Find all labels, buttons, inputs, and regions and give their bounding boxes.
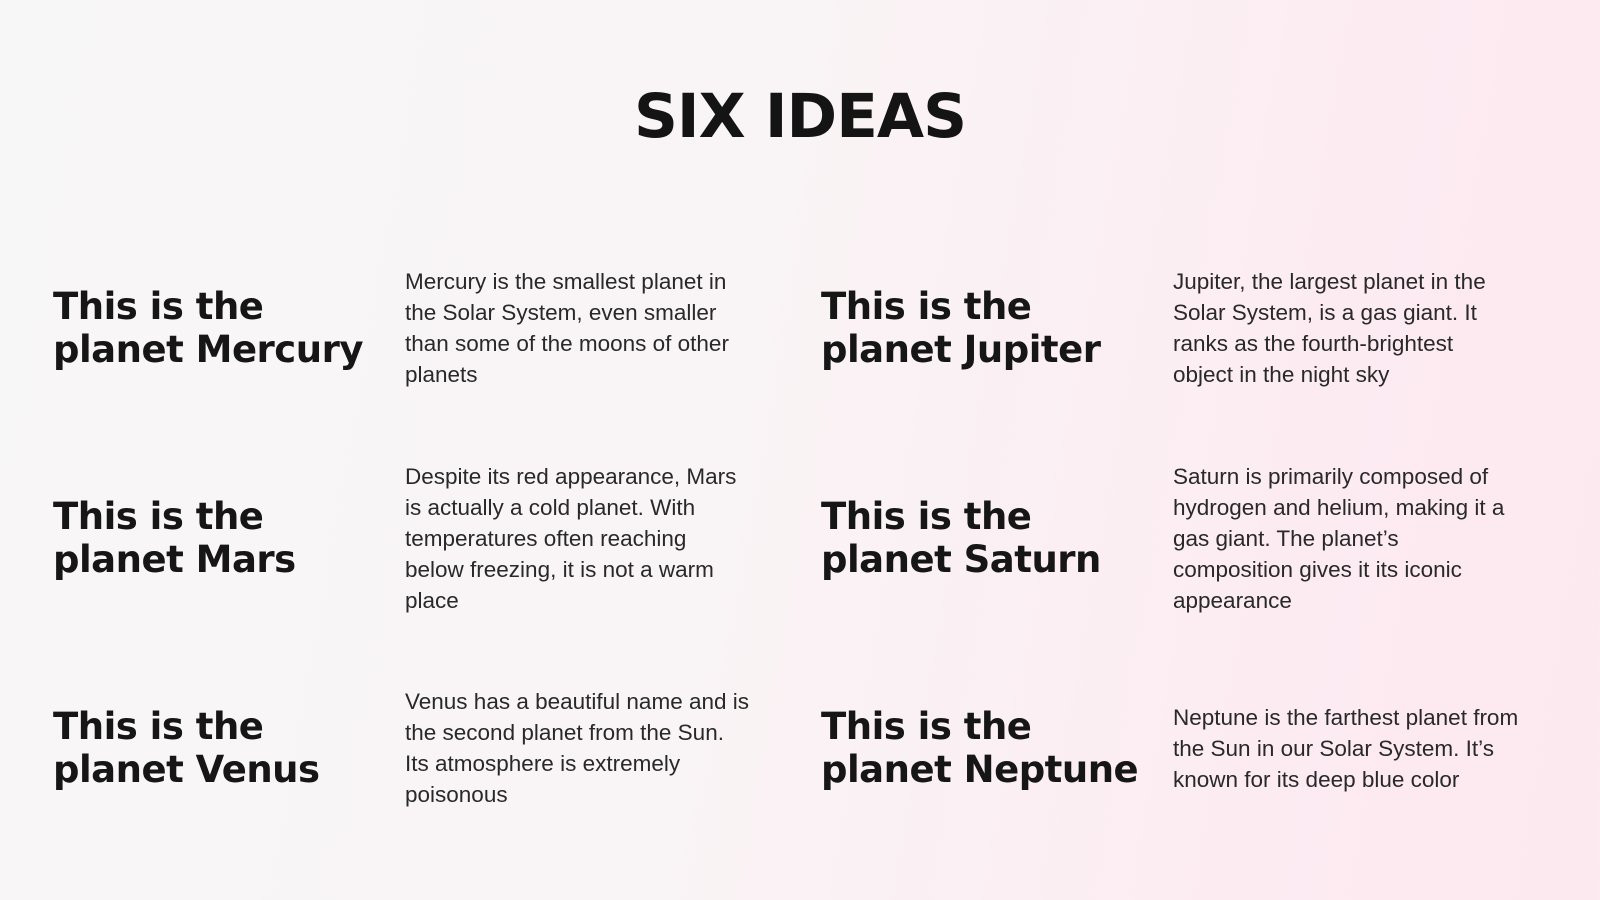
card-heading-line1: This is the xyxy=(821,495,1032,538)
card-heading-line2: planet Mars xyxy=(53,538,296,581)
card-heading-line1: This is the xyxy=(821,705,1032,748)
card-heading xyxy=(53,495,405,581)
card-description: Jupiter, the largest planet in the Solar System, is a gas giant. It ranks as the fourth-brightest object in the night sky xyxy=(1173,269,1486,387)
card-heading-line1: This is the xyxy=(53,705,264,748)
card-heading-line2: planet Saturn xyxy=(821,538,1101,581)
page-title: SIX IDEAS xyxy=(633,81,967,152)
card-heading xyxy=(821,495,1173,581)
card-description: Neptune is the farthest planet from the Sun in our Solar System. It’s known for its deep blue color xyxy=(1173,704,1519,792)
card-heading xyxy=(821,285,1173,371)
card-description: Despite its red appearance, Mars is actually a cold planet. With temperatures often reaching below freezing, it is not a warm place xyxy=(405,463,737,613)
card-jupiter xyxy=(821,223,1519,433)
card-heading-line2: planet Neptune xyxy=(821,748,1139,791)
card-saturn xyxy=(821,433,1519,643)
card-heading xyxy=(53,705,405,791)
card-heading xyxy=(821,705,1173,791)
card-description: Venus has a beautiful name and is the second planet from the Sun. Its atmosphere is extremely poisonous xyxy=(405,689,749,807)
ideas-grid xyxy=(53,223,1519,853)
card-heading-line1: This is the xyxy=(53,285,264,328)
card-neptune xyxy=(821,643,1519,853)
card-description: Saturn is primarily composed of hydrogen and helium, making it a gas giant. The planet’s composition gives it its iconic appearance xyxy=(1173,463,1505,613)
card-heading xyxy=(53,285,405,371)
card-heading-line2: planet Venus xyxy=(53,748,320,791)
slide xyxy=(0,81,1600,900)
card-mercury xyxy=(53,223,751,433)
card-heading-line2: planet Jupiter xyxy=(821,328,1101,371)
card-heading-line1: This is the xyxy=(53,495,264,538)
card-description: Mercury is the smallest planet in the Solar System, even smaller than some of the moons of other planets xyxy=(405,269,729,387)
card-venus xyxy=(53,643,751,853)
card-heading-line2: planet Mercury xyxy=(53,328,363,371)
card-heading-line1: This is the xyxy=(821,285,1032,328)
card-mars xyxy=(53,433,751,643)
